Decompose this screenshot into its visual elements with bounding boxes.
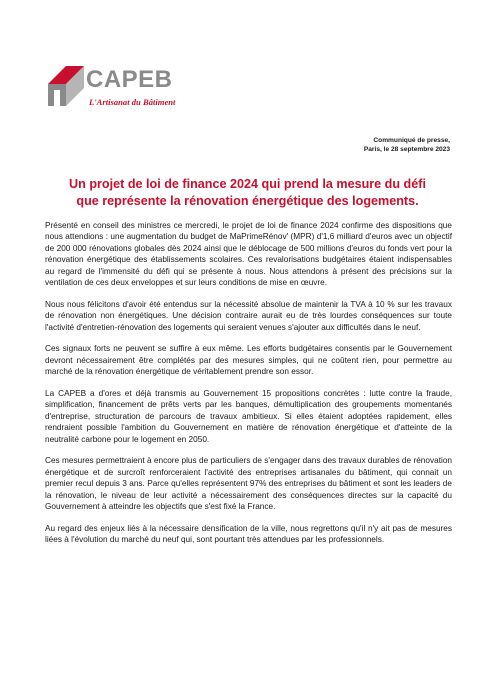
press-release-date: Paris, le 28 septembre 2023 [363,146,450,153]
capeb-logo [46,62,176,116]
paragraph-6: Au regard des enjeux liés à la nécessaire densification de la ville, nous regrettons qu'il n'y ait pas de mesures liées à l'évolution du marché du neuf qui, sont pourtant très attendues par les professionnels. [45,523,452,545]
title-line-1: Un projet de loi de finance 2024 qui prend la mesure du défi [69,177,426,191]
article-body [45,220,452,556]
paragraph-3: Ces signaux forts ne peuvent se suffire à eux même. Les efforts budgétaires consentis par le Gouvernement devront nécessairement être complétés par des mesures simples, qui ne coûtent rien, pour permettre au marché de la rénovation énergétique de véritablement prendre son essor. [45,344,452,377]
logo-wordmark: CAPEB [86,66,173,93]
press-header [364,136,450,154]
logo-tagline: L'Artisanat du Bâtiment [89,97,176,107]
paragraph-1: Présenté en conseil des ministres ce mercredi, le projet de loi de finance 2024 confirme des dispositions que nous attendions : une augmentation du budget de MaPrimeRénov' (MPR) d'1,6 milliard d'euros avec un objectif de 200 000 rénovations globales dès 2024 ainsi que le déblocage de 500 millions d'euros du fonds vert pour la rénovation énergétique des établissements scolaires. Ces revalorisations budgétaires étaient indispensables au regard de l'immensité du défi qui se présente à nous. Nous attendons à présent des précisions sur la ventilation de ces deux enveloppes et sur leurs conditions de mise en œuvre. [45,221,452,288]
paragraph-5: Ces mesures permettraient à encore plus de particuliers de s'engager dans des travaux durables de rénovation énergétique et de surcroît renforceraient l'activité des entreprises artisanales du bâtiment, qui connait un premier recul depuis 3 ans. Parce qu'elles représentent 97% des entreprises du bâtiment et sont les leaders de la rénovation, le niveau de leur activité a nécessairement des conséquences directes sur la capacité du Gouvernement à atteindre les objectifs que s'est fixé la France. [45,456,452,512]
capeb-logo-mark [46,62,86,108]
page-title [40,176,455,210]
press-release-label: Communiqué de presse, [373,137,450,144]
title-line-2: que représente la rénovation énergétique des logements. [76,194,419,208]
paragraph-4: La CAPEB a d'ores et déjà transmis au Gouvernement 15 propositions concrètes : lutte contre la fraude, simplification, financement de prêts verts par les banques, démultiplication des groupements momentanés d'entreprise, structuration de parcours de travaux ambitieux. Si elles étaient adoptées rapidement, elles rendraient possible l'ambition du Gouvernement en matière de rénovation énergétique et d'atteinte de la neutralité carbone pour le logement en 2050. [45,389,452,444]
paragraph-2: Nous nous félicitons d'avoir été entendus sur la nécessité absolue de maintenir la TVA à 10 % sur les travaux de rénovation non énergétiques. Une décision contraire aurait eu de très lourdes conséquences sur toute l'activité d'entretien-rénovation des logements qui seraient venues s'ajouter aux difficultés dans le neuf. [45,299,452,332]
